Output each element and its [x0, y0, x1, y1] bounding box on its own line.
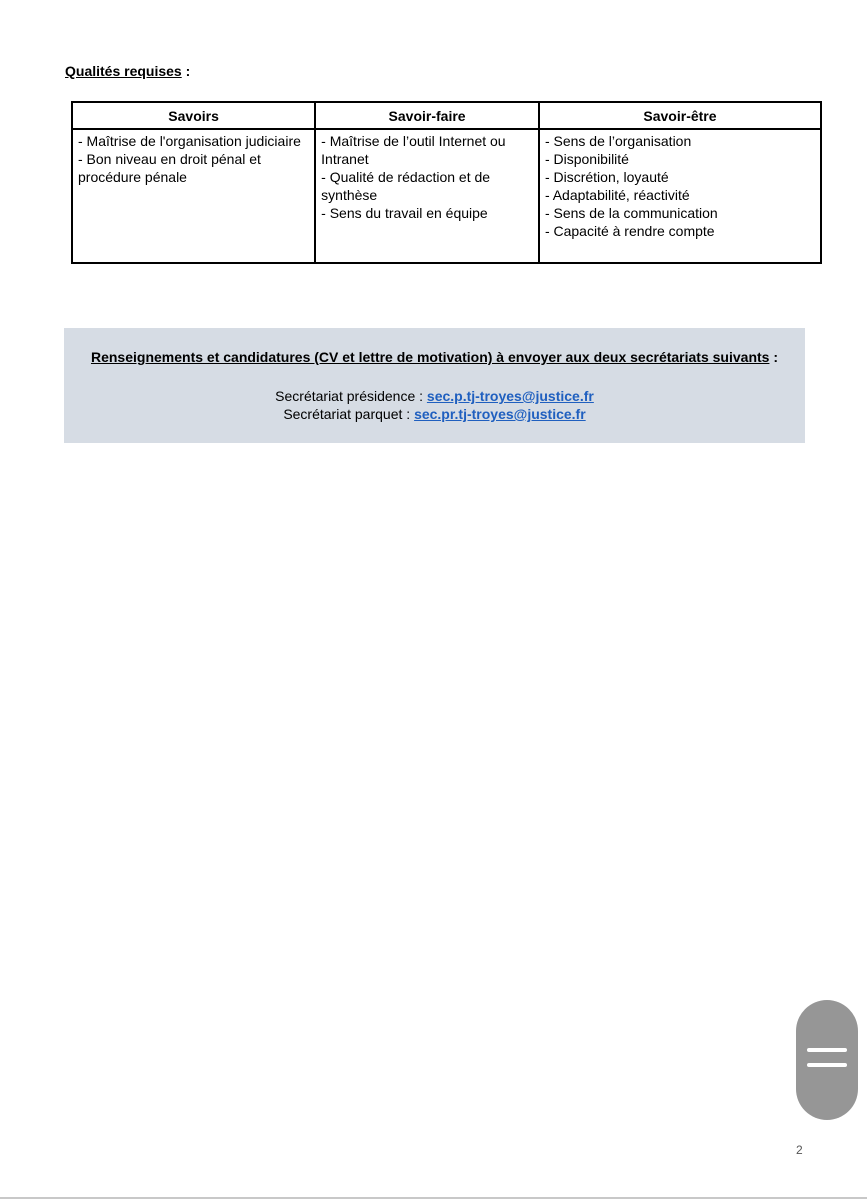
list-item: - Adaptabilité, réactivité	[544, 187, 690, 203]
list-item: - Sens de la communication	[544, 205, 718, 221]
section-title	[65, 63, 190, 79]
email-link-parquet[interactable]: sec.pr.tj-troyes@justice.fr	[414, 406, 586, 422]
cell-savoir-faire	[315, 129, 539, 263]
section-title-text: Qualités requises	[65, 63, 182, 79]
contact-heading	[64, 349, 805, 365]
header-savoirs: Savoirs	[72, 102, 315, 129]
contact-label-parquet: Secrétariat parquet :	[283, 406, 415, 422]
email-link-presidence[interactable]: sec.p.tj-troyes@justice.fr	[426, 388, 594, 404]
contact-line-presidence	[64, 387, 805, 405]
list-item: - Maîtrise de l'organisation judiciaire	[78, 133, 301, 149]
contact-line-parquet	[64, 405, 805, 423]
cell-savoirs	[72, 129, 315, 263]
contact-heading-text: Renseignements et candidatures (CV et lettre de motivation) à envoyer aux deux secrétariats suivants	[90, 349, 770, 365]
list-item: - Capacité à rendre compte	[544, 223, 715, 239]
page-number: 2	[796, 1143, 803, 1157]
list-item: - Sens de l’organisation	[544, 133, 692, 149]
drag-handle-button[interactable]	[796, 1000, 858, 1120]
section-title-colon: :	[181, 63, 191, 79]
list-item: - Maîtrise de l’outil Internet ou Intranet	[321, 133, 506, 167]
page-bottom-divider	[0, 1197, 867, 1199]
contact-heading-colon: :	[769, 349, 778, 365]
table-row	[72, 129, 821, 263]
list-item: - Discrétion, loyauté	[544, 169, 669, 185]
header-savoir-faire: Savoir-faire	[315, 102, 539, 129]
header-savoir-etre: Savoir-être	[539, 102, 821, 129]
cell-savoir-etre	[539, 129, 821, 263]
list-item: - Sens du travail en équipe	[321, 205, 488, 221]
qualities-table	[71, 101, 822, 264]
contact-lines	[64, 387, 805, 423]
list-item: - Qualité de rédaction et de synthèse	[321, 169, 491, 203]
table-header-row	[72, 102, 821, 129]
contact-box	[64, 328, 805, 443]
list-item: - Disponibilité	[544, 151, 629, 167]
contact-label-presidence: Secrétariat présidence :	[275, 388, 427, 404]
list-item: - Bon niveau en droit pénal et procédure pénale	[78, 151, 261, 185]
